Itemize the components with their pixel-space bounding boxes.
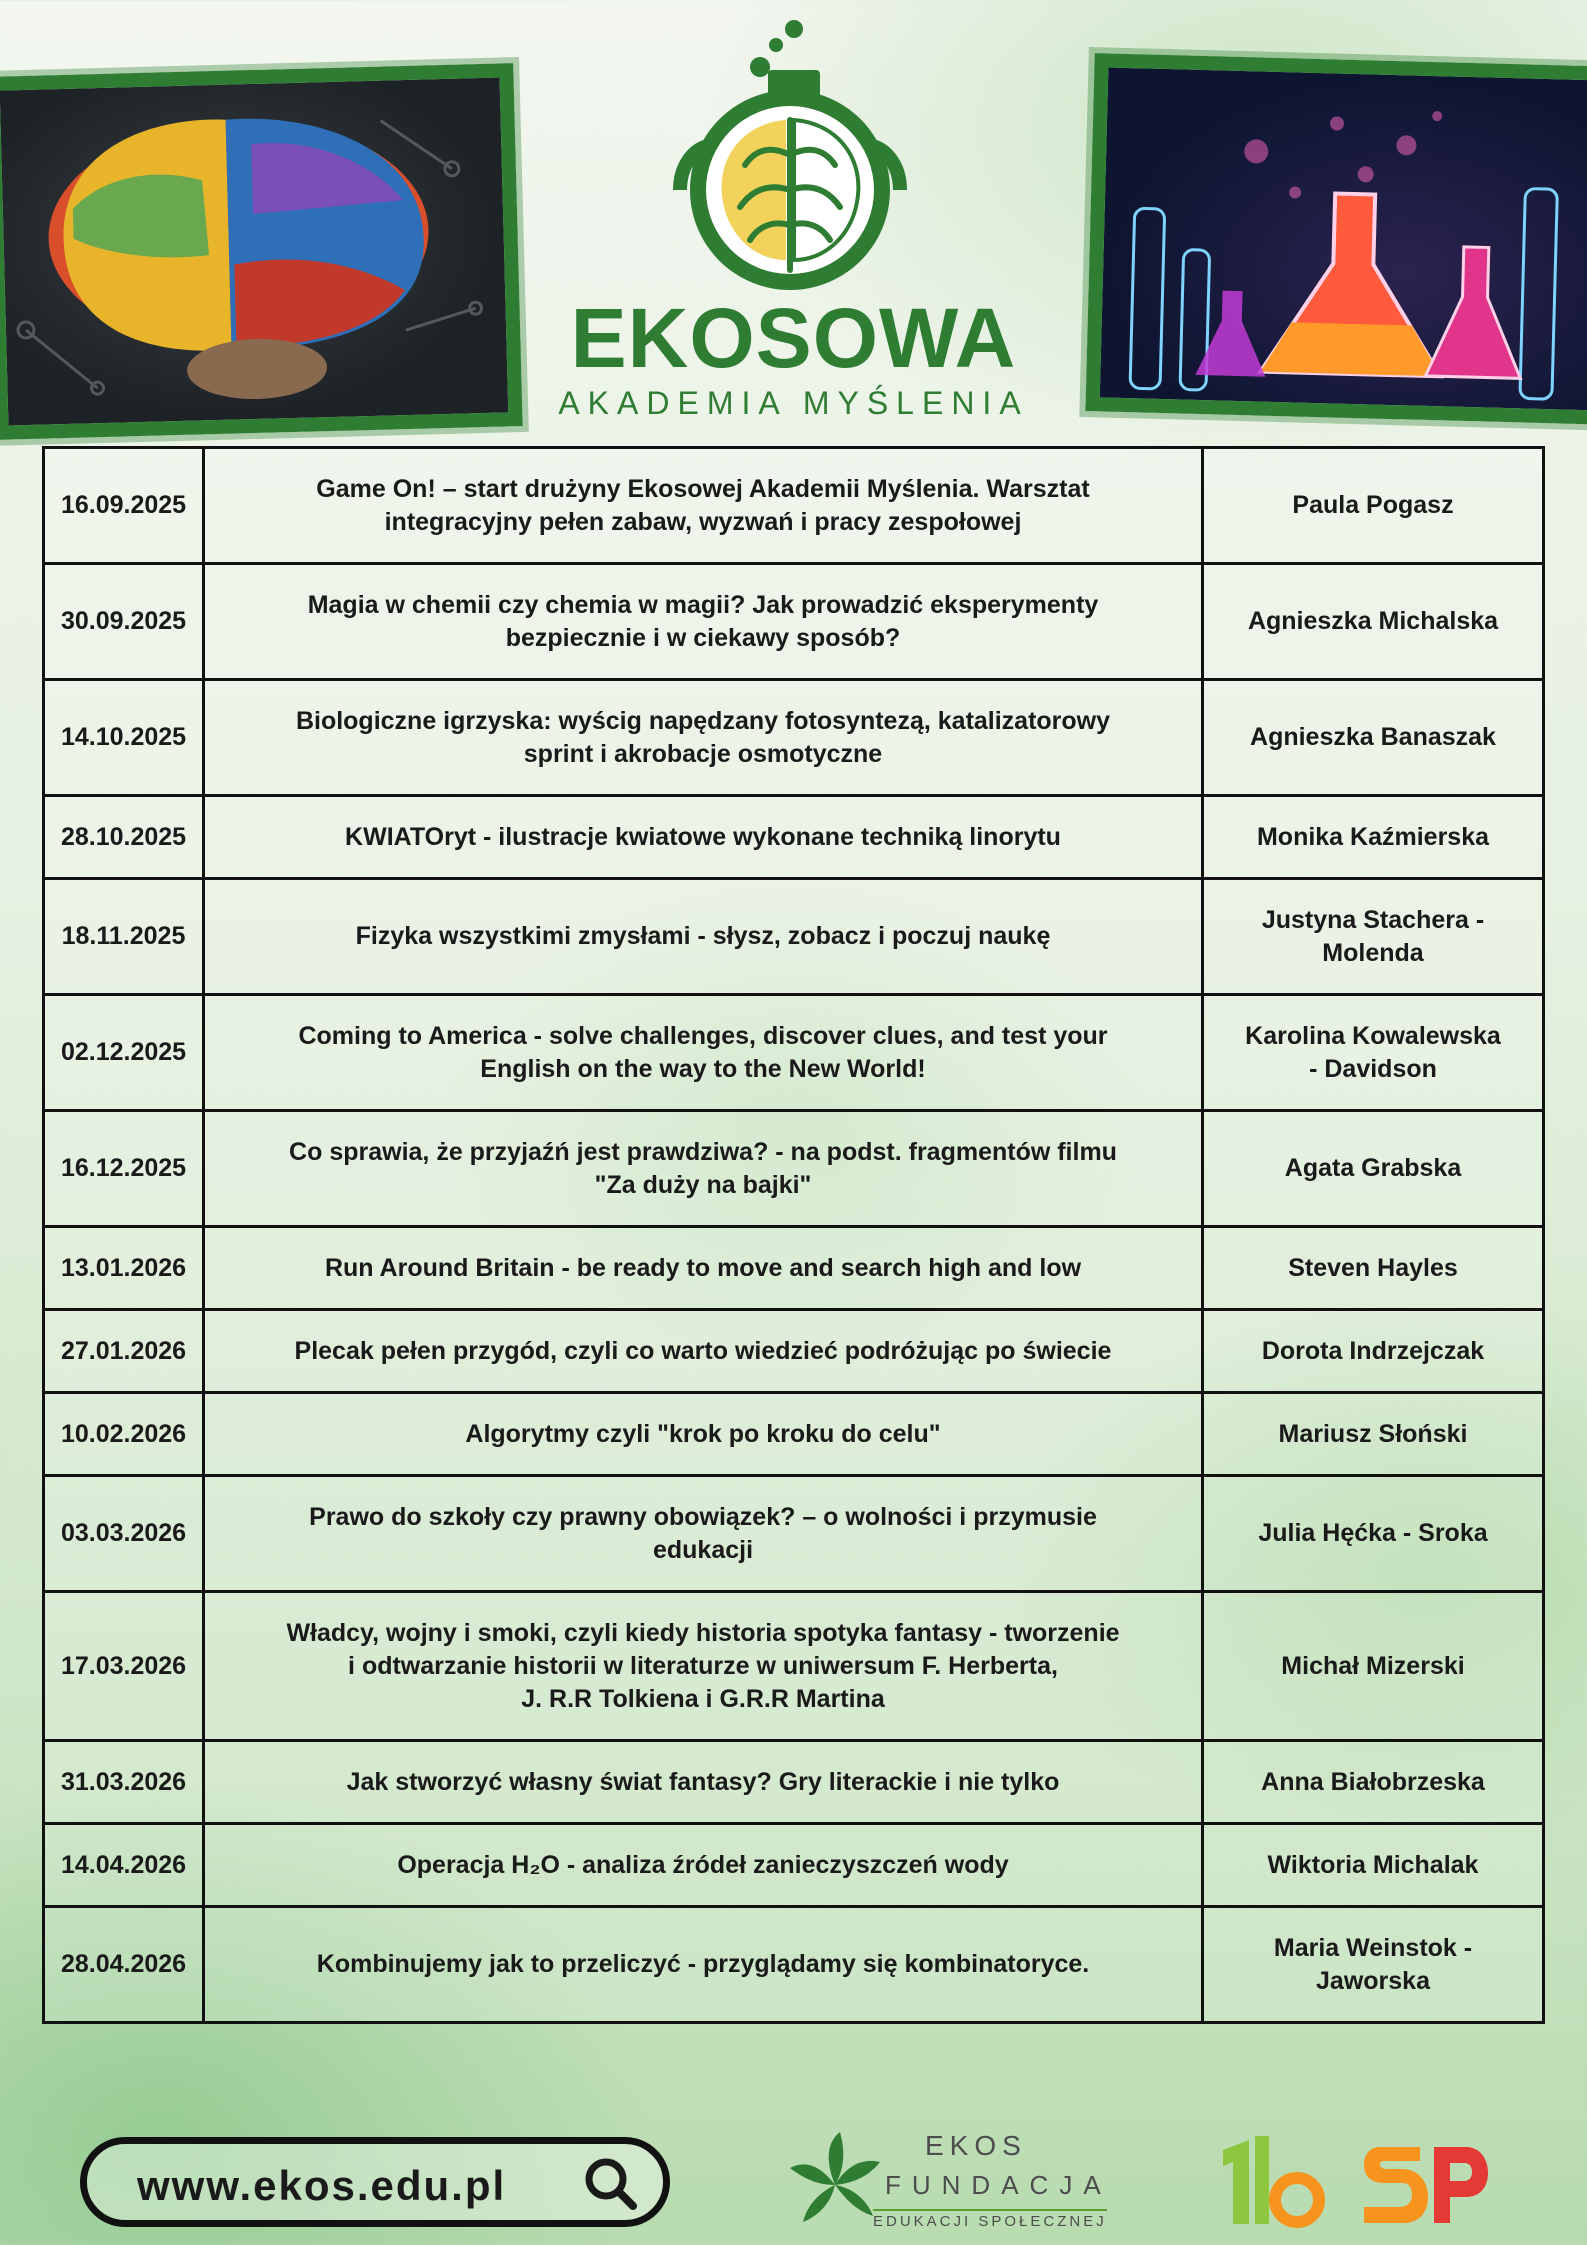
sp-school-logo xyxy=(1360,2135,1490,2230)
session-topic-line: i odtwarzanie historii w literaturze w uniwersum F. Herberta, xyxy=(348,1651,1058,1680)
session-topic-line: Run Around Britain - be ready to move and search high and low xyxy=(324,1253,1082,1282)
session-topic-line: Coming to America - solve challenges, discover clues, and test your xyxy=(298,1021,1108,1050)
session-date: 30.09.2025 xyxy=(44,564,204,680)
session-host-line: Michał Mizerski xyxy=(1281,1651,1465,1680)
session-topic-line: Game On! – start drużyny Ekosowej Akademii Myślenia. Warsztat xyxy=(316,474,1090,503)
session-date: 02.12.2025 xyxy=(44,995,204,1111)
session-host-line: Julia Hęćka - Sroka xyxy=(1258,1519,1488,1547)
session-host xyxy=(1203,1310,1544,1393)
session-topic-line: Jak stworzyć własny świat fantasy? Gry literackie i nie tylko xyxy=(346,1767,1060,1796)
session-topic xyxy=(204,879,1203,995)
session-host-line: Monika Kaźmierska xyxy=(1256,822,1490,851)
session-topic xyxy=(204,564,1203,680)
search-icon xyxy=(581,2152,643,2214)
session-date: 14.04.2026 xyxy=(44,1824,204,1907)
session-topic-line: English on the way to the New World! xyxy=(480,1054,926,1083)
session-date: 13.01.2026 xyxy=(44,1227,204,1310)
session-topic xyxy=(204,1310,1203,1393)
session-host-line: Maria Weinstok - xyxy=(1273,1933,1473,1962)
session-topic-line: integracyjny pełen zabaw, wyzwań i pracy zespołowej xyxy=(384,507,1022,536)
schedule-row xyxy=(44,680,1544,796)
session-topic-line: sprint i akrobacje osmotyczne xyxy=(523,739,883,768)
session-date: 28.10.2025 xyxy=(44,796,204,879)
session-topic-line: J. R.R Tolkiena i G.R.R Martina xyxy=(521,1684,885,1713)
session-host xyxy=(1203,1393,1544,1476)
schedule-row xyxy=(44,1476,1544,1592)
session-host xyxy=(1203,879,1544,995)
session-topic xyxy=(204,796,1203,879)
session-host-line: Wiktoria Michalak xyxy=(1267,1850,1479,1879)
session-topic-line: bezpiecznie i w ciekawy sposób? xyxy=(505,623,901,652)
ekos-name: EKOS xyxy=(925,2130,1027,2161)
schedule-row xyxy=(44,879,1544,995)
ekos-foundation-logo xyxy=(785,2130,1115,2235)
session-topic-line: Magia w chemii czy chemia w magii? Jak prowadzić eksperymenty xyxy=(307,590,1099,619)
session-host-line: Karolina Kowalewska xyxy=(1245,1021,1501,1050)
session-topic-line: Prawo do szkoły czy prawny obowiązek? – o wolności i przymusie xyxy=(309,1502,1097,1531)
schedule-row xyxy=(44,564,1544,680)
session-host-line: Paula Pogasz xyxy=(1292,491,1454,519)
session-host xyxy=(1203,1227,1544,1310)
schedule-row xyxy=(44,1393,1544,1476)
schedule-row xyxy=(44,1824,1544,1907)
session-topic-line: Biologiczne igrzyska: wyścig napędzany fotosyntezą, katalizatorowy xyxy=(295,706,1111,735)
session-date: 16.12.2025 xyxy=(44,1111,204,1227)
session-host xyxy=(1203,564,1544,680)
website-url[interactable]: www.ekos.edu.pl xyxy=(137,2162,507,2209)
session-host xyxy=(1203,796,1544,879)
session-host xyxy=(1203,1476,1544,1592)
session-date: 16.09.2025 xyxy=(44,448,204,564)
session-date: 27.01.2026 xyxy=(44,1310,204,1393)
schedule-row xyxy=(44,448,1544,564)
session-date: 31.03.2026 xyxy=(44,1741,204,1824)
session-topic-line: Operacja H₂O - analiza źródeł zanieczyszczeń wody xyxy=(397,1850,1009,1879)
brand-title: EKOSOWA xyxy=(570,291,1017,385)
session-topic xyxy=(204,1741,1203,1824)
brand-subtitle: AKADEMIA MYŚLENIA xyxy=(558,385,1029,421)
schedule-row xyxy=(44,995,1544,1111)
schedule-row xyxy=(44,1227,1544,1310)
sp-mark-text: SP xyxy=(1360,2145,1362,2146)
schedule-row xyxy=(44,1907,1544,2023)
session-host xyxy=(1203,1741,1544,1824)
session-date: 03.03.2026 xyxy=(44,1476,204,1592)
ekos-tagline: EDUKACJI SPOŁECZNEJ xyxy=(873,2209,1107,2230)
lo-mark-text: 1lo xyxy=(1215,2142,1217,2143)
schedule-table xyxy=(42,446,1545,2024)
schedule-row xyxy=(44,796,1544,879)
session-host xyxy=(1203,1592,1544,1741)
session-topic xyxy=(204,1824,1203,1907)
session-host-line: Justyna Stachera - xyxy=(1261,905,1485,934)
session-topic-line: "Za duży na bajki" xyxy=(594,1170,812,1199)
session-date: 14.10.2025 xyxy=(44,680,204,796)
session-topic-line: Fizyka wszystkimi zmysłami - słysz, zobacz i poczuj naukę xyxy=(355,922,1051,950)
session-host-line: Agnieszka Banaszak xyxy=(1250,723,1496,751)
session-topic xyxy=(204,1393,1203,1476)
lo-school-logo xyxy=(1215,2132,1325,2232)
session-host-line: Jaworska xyxy=(1316,1966,1430,1995)
ekos-foundation-label: FUNDACJA xyxy=(885,2170,1112,2200)
session-topic xyxy=(204,1476,1203,1592)
session-host-line: Mariusz Słoński xyxy=(1278,1419,1468,1448)
session-host xyxy=(1203,680,1544,796)
session-date: 18.11.2025 xyxy=(44,879,204,995)
session-host-line: Dorota Indrzejczak xyxy=(1261,1336,1485,1365)
session-host xyxy=(1203,995,1544,1111)
session-topic xyxy=(204,1111,1203,1227)
session-host xyxy=(1203,448,1544,564)
schedule-row xyxy=(44,1111,1544,1227)
session-topic xyxy=(204,1907,1203,2023)
session-topic xyxy=(204,1227,1203,1310)
session-host xyxy=(1203,1907,1544,2023)
session-topic-line: Co sprawia, że przyjaźń jest prawdziwa? - na podst. fragmentów filmu xyxy=(289,1137,1117,1166)
session-topic-line: Kombinujemy jak to przeliczyć - przyglądamy się kombinatoryce. xyxy=(316,1950,1090,1978)
session-topic xyxy=(204,448,1203,564)
session-host-line: - Davidson xyxy=(1309,1054,1437,1083)
session-topic-line: Władcy, wojny i smoki, czyli kiedy historia spotyka fantasy - tworzenie xyxy=(286,1618,1120,1647)
session-topic xyxy=(204,995,1203,1111)
schedule-row xyxy=(44,1310,1544,1393)
session-host-line: Agnieszka Michalska xyxy=(1247,607,1499,635)
session-topic xyxy=(204,680,1203,796)
session-host-line: Agata Grabska xyxy=(1284,1154,1462,1182)
session-host-line: Steven Hayles xyxy=(1288,1253,1458,1282)
session-topic-line: Plecak pełen przygód, czyli co warto wiedzieć podróżując po świecie xyxy=(294,1336,1112,1365)
session-topic-line: Algorytmy czyli "krok po kroku do celu" xyxy=(465,1419,941,1448)
session-date: 28.04.2026 xyxy=(44,1907,204,2023)
session-host-line: Molenda xyxy=(1322,938,1424,967)
schedule-row xyxy=(44,1592,1544,1741)
session-host xyxy=(1203,1824,1544,1907)
session-host-line: Anna Białobrzeska xyxy=(1261,1767,1485,1796)
session-topic xyxy=(204,1592,1203,1741)
ekosowa-logo-icon xyxy=(640,15,940,315)
schedule-row xyxy=(44,1741,1544,1824)
session-topic-line: KWIATOryt - ilustracje kwiatowe wykonane techniką linorytu xyxy=(345,822,1061,851)
session-date: 10.02.2026 xyxy=(44,1393,204,1476)
website-link[interactable] xyxy=(80,2137,670,2227)
session-topic-line: edukacji xyxy=(652,1535,754,1564)
session-host xyxy=(1203,1111,1544,1227)
leaf-icon xyxy=(785,2130,885,2235)
session-date: 17.03.2026 xyxy=(44,1592,204,1741)
